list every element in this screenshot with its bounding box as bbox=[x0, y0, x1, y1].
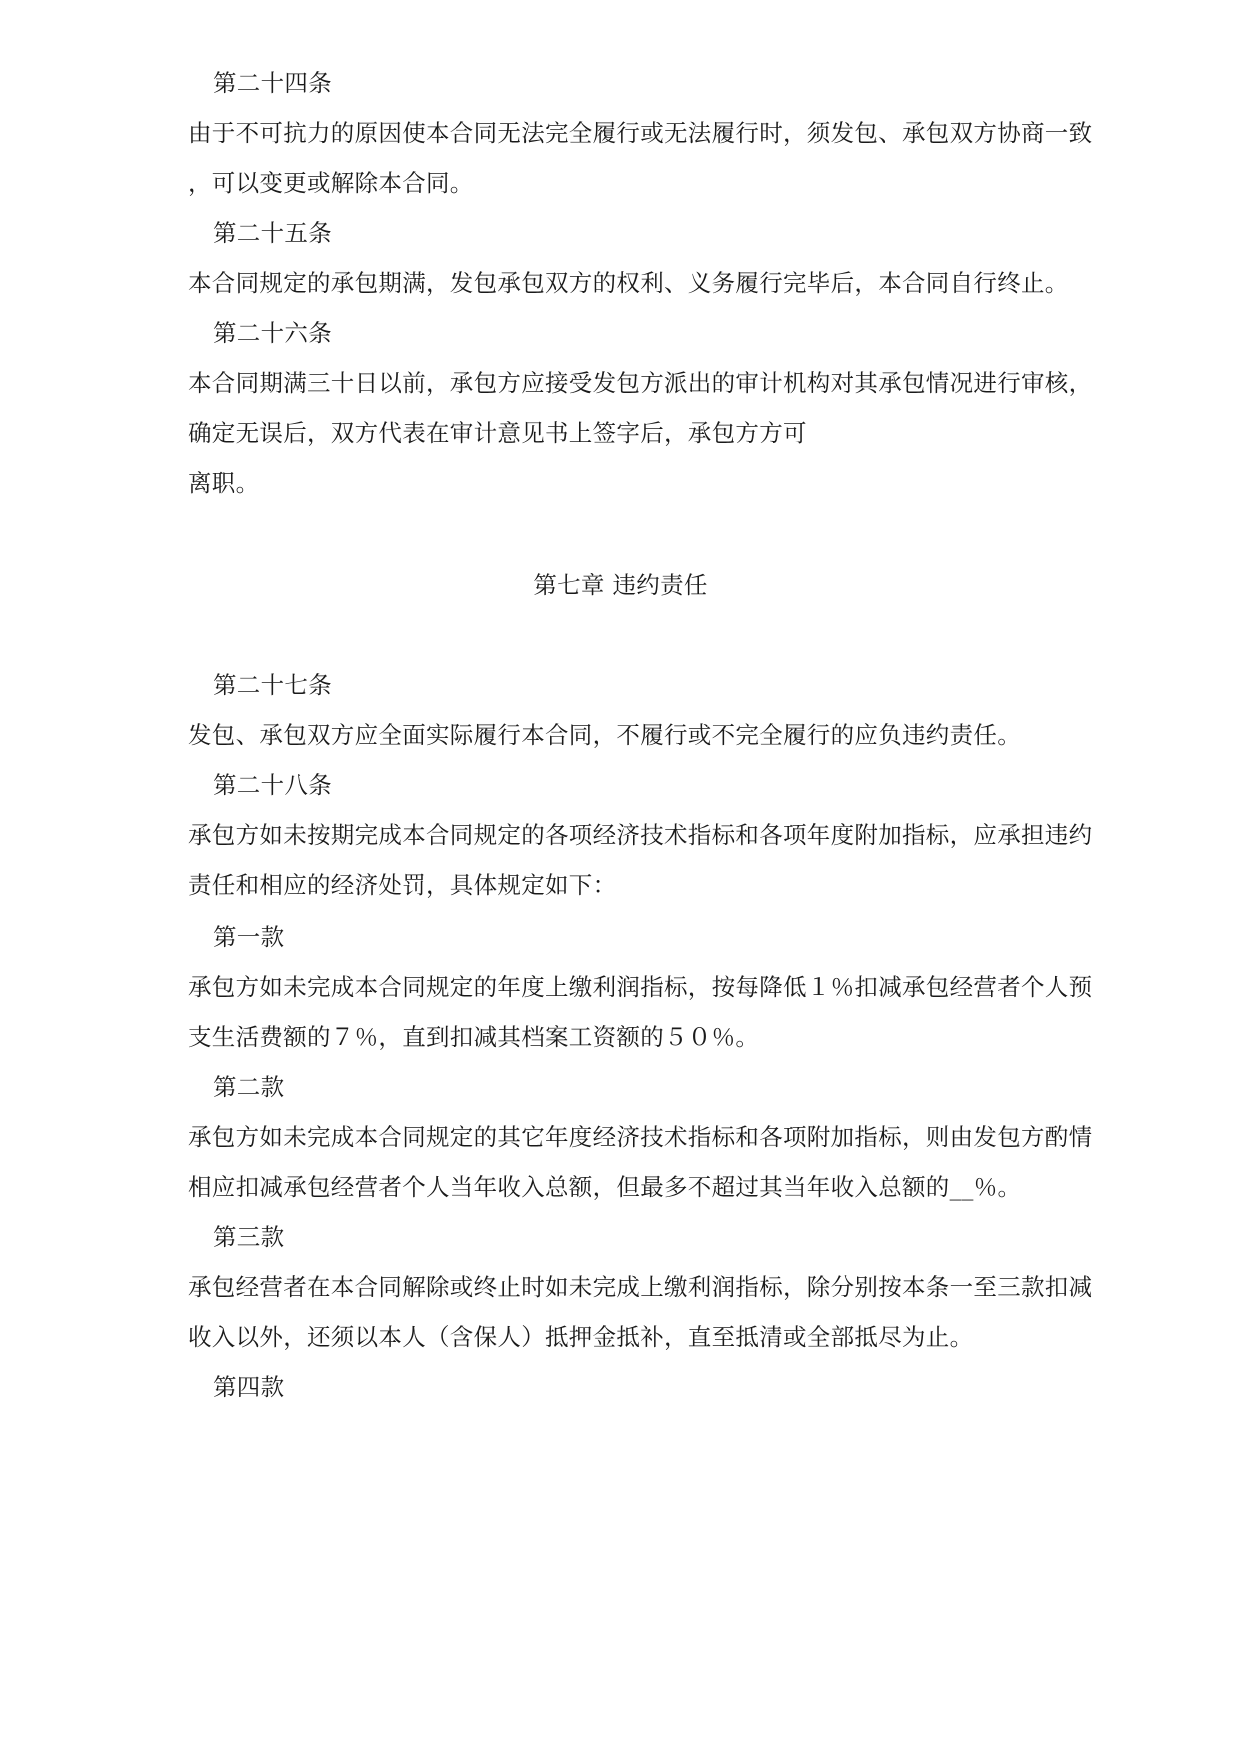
clause-3-heading: 第三款 bbox=[213, 1223, 285, 1251]
clause-2-text-line-2: 相应扣减承包经营者个人当年收入总额，但最多不超过其当年收入总额的__％。 bbox=[188, 1173, 1022, 1201]
article-27-text-line-1: 发包、承包双方应全面实际履行本合同，不履行或不完全履行的应负违约责任。 bbox=[188, 721, 1021, 749]
article-25-text-line-1: 本合同规定的承包期满，发包承包双方的权利、义务履行完毕后，本合同自行终止。 bbox=[188, 269, 1069, 297]
article-24-heading: 第二十四条 bbox=[213, 69, 332, 97]
article-26-text-line-3: 离职。 bbox=[188, 469, 260, 497]
article-25-heading: 第二十五条 bbox=[213, 219, 332, 247]
article-24-text-line-1: 由于不可抗力的原因使本合同无法完全履行或无法履行时，须发包、承包双方协商一致 bbox=[188, 119, 1093, 147]
clause-3-text-line-2: 收入以外，还须以本人（含保人）抵押金抵补，直至抵清或全部抵尽为止。 bbox=[188, 1323, 974, 1351]
article-24-text-line-2: ，可以变更或解除本合同。 bbox=[188, 169, 474, 197]
article-28-heading: 第二十八条 bbox=[213, 771, 332, 799]
clause-2-heading: 第二款 bbox=[213, 1073, 285, 1101]
clause-1-heading: 第一款 bbox=[213, 923, 285, 951]
clause-4-heading: 第四款 bbox=[213, 1373, 285, 1401]
chapter-7-title: 第七章 违约责任 bbox=[533, 571, 708, 599]
clause-2-text-line-1: 承包方如未完成本合同规定的其它年度经济技术指标和各项附加指标，则由发包方酌情 bbox=[188, 1123, 1093, 1151]
article-26-heading: 第二十六条 bbox=[213, 319, 332, 347]
article-28-text-line-1: 承包方如未按期完成本合同规定的各项经济技术指标和各项年度附加指标，应承担违约 bbox=[188, 821, 1093, 849]
clause-3-text-line-1: 承包经营者在本合同解除或终止时如未完成上缴利润指标，除分别按本条一至三款扣减 bbox=[188, 1273, 1093, 1301]
article-26-text-line-2: 确定无误后，双方代表在审计意见书上签字后，承包方方可 bbox=[188, 419, 807, 447]
clause-1-text-line-1: 承包方如未完成本合同规定的年度上缴利润指标，按每降低１％扣减承包经营者个人预 bbox=[188, 973, 1093, 1001]
article-26-text-line-1: 本合同期满三十日以前，承包方应接受发包方派出的审计机构对其承包情况进行审核， bbox=[188, 369, 1093, 397]
article-28-text-line-2: 责任和相应的经济处罚，具体规定如下： bbox=[188, 871, 617, 899]
article-27-heading: 第二十七条 bbox=[213, 671, 332, 699]
clause-1-text-line-2: 支生活费额的７％，直到扣减其档案工资额的５０％。 bbox=[188, 1023, 760, 1051]
